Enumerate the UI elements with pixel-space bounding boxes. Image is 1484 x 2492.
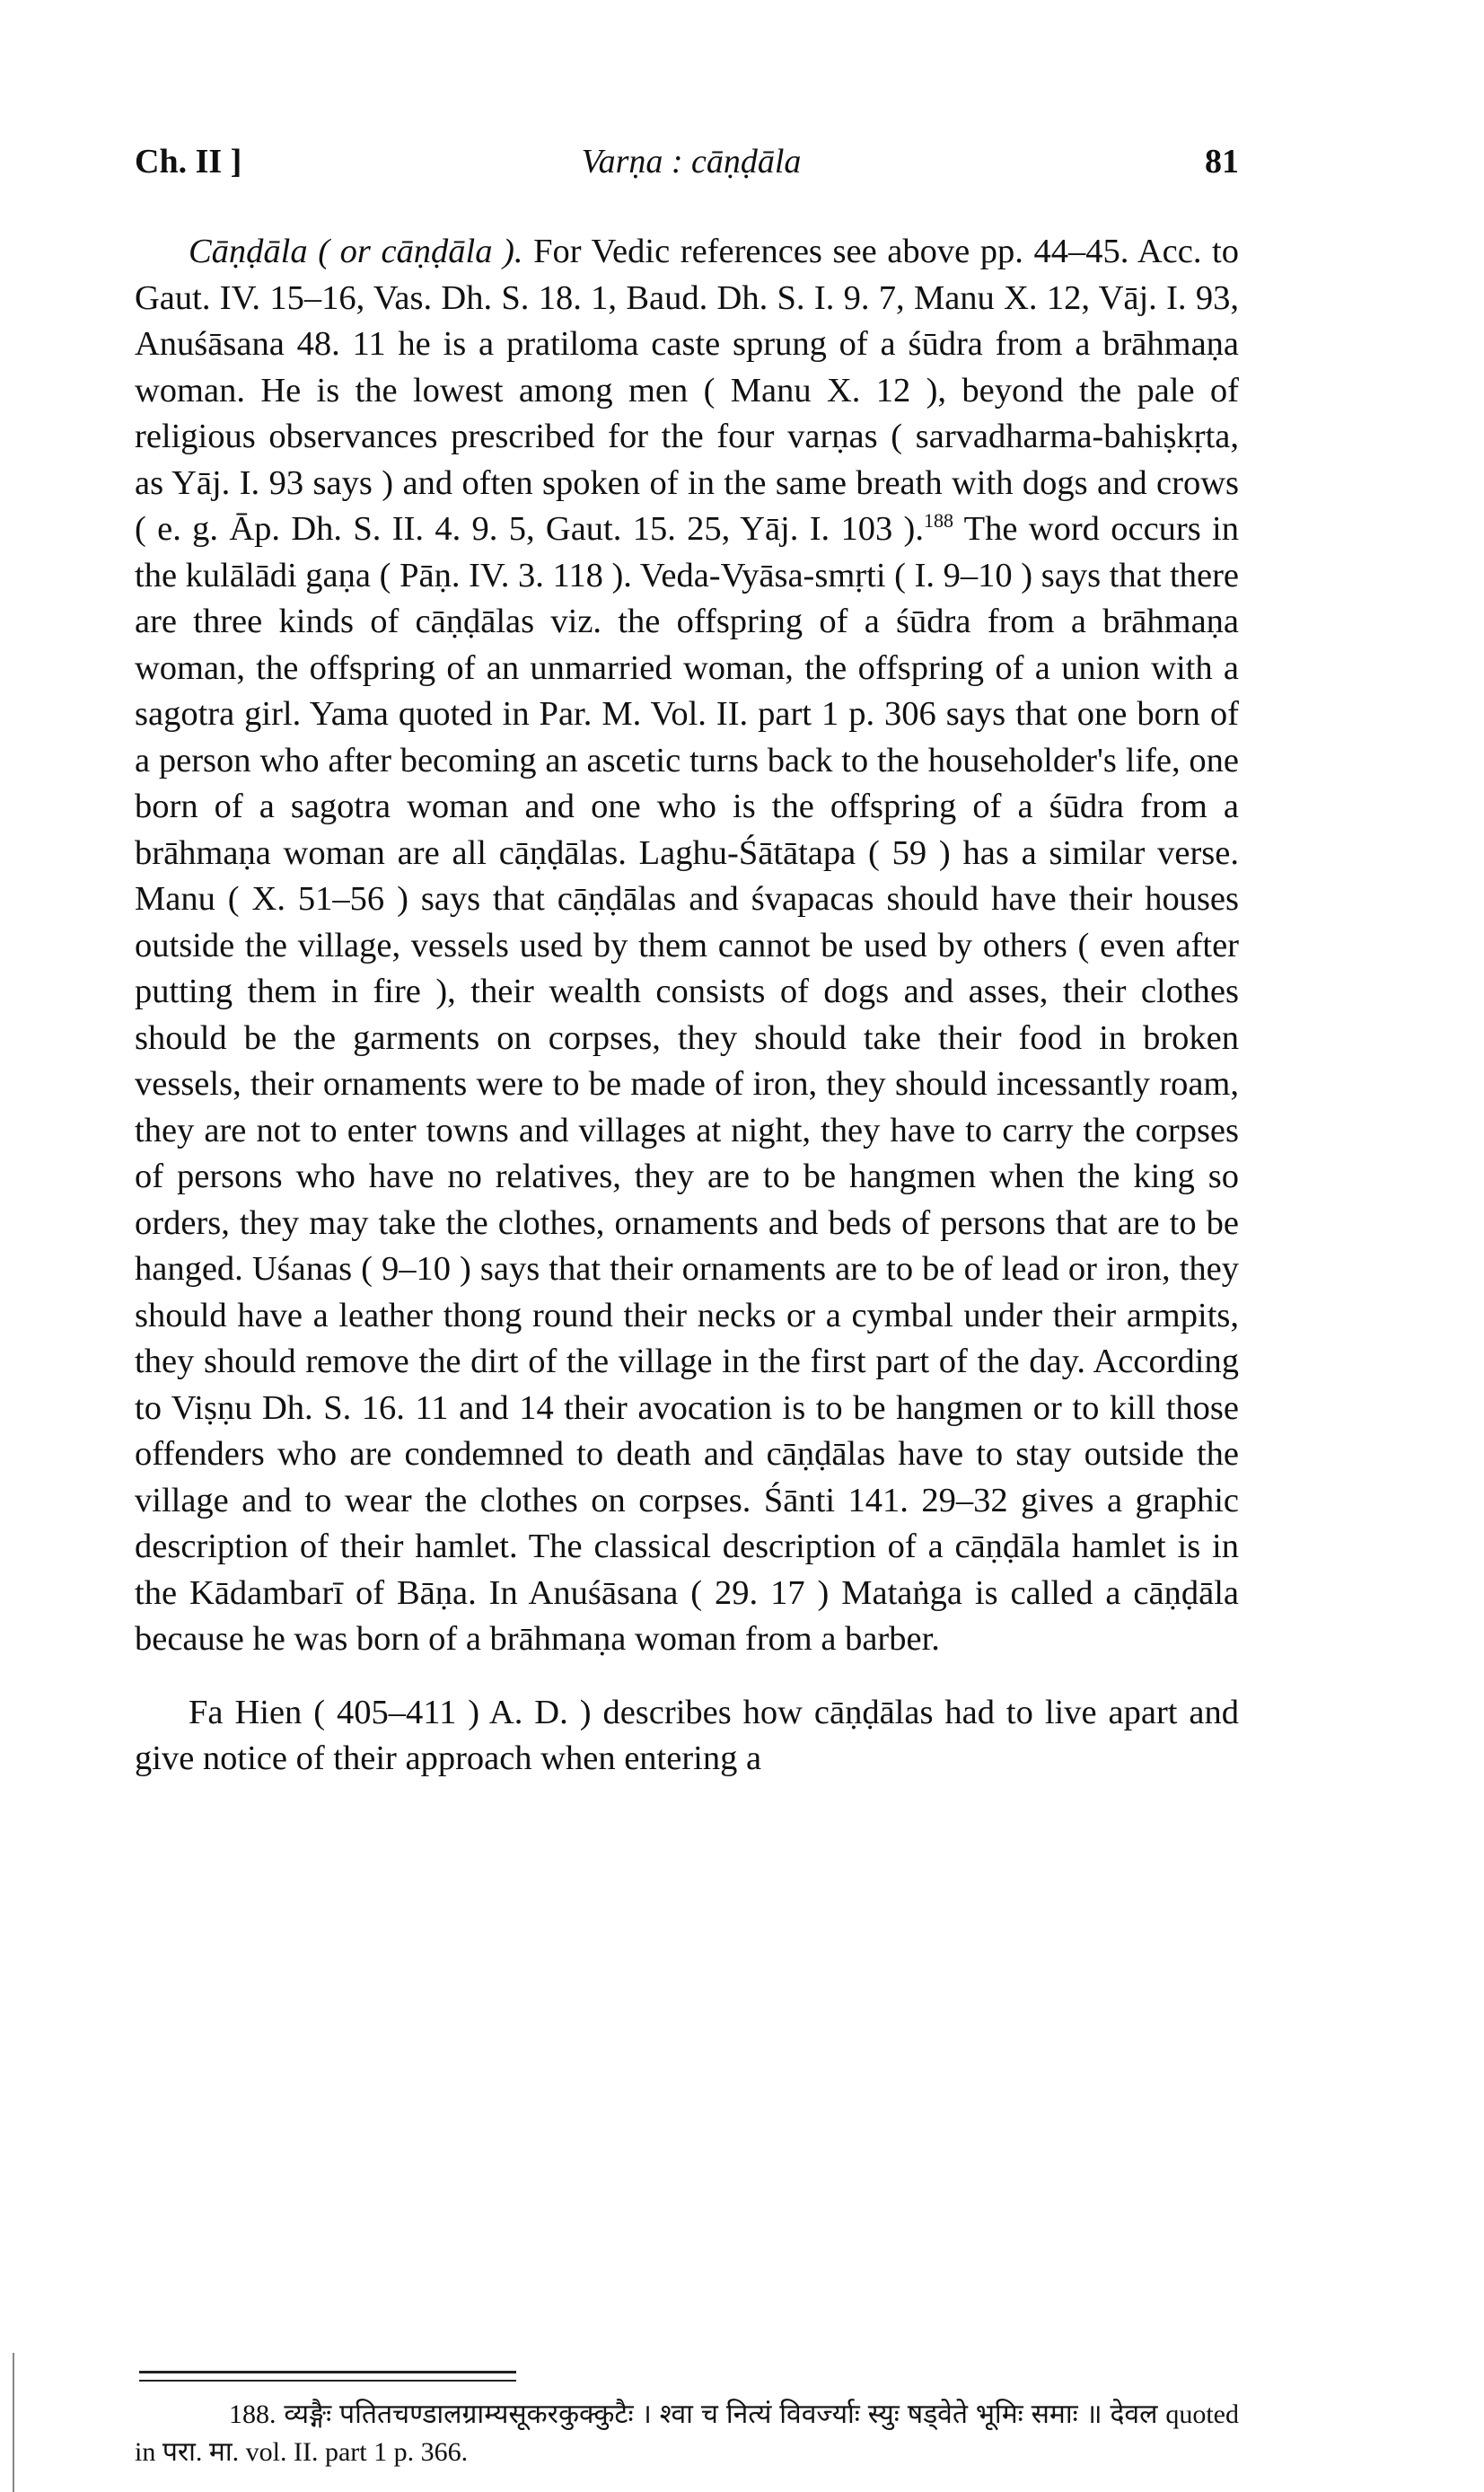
- paragraph-text: Fa Hien ( 405–411 ) A. D. ) describes how cāṇḍālas had to live apart and give notice of their approach when entering a: [135, 1693, 1239, 1777]
- chapter-label: Ch. II ]: [135, 143, 242, 181]
- paragraph-fa-hien: [135, 1690, 1239, 1783]
- paragraph-candala: [135, 229, 1239, 1663]
- running-title: Varṇa : cāṇḍāla: [581, 143, 802, 181]
- running-header: [135, 135, 1239, 189]
- footnote-188: 188. व्यङ्गैः पतितचण्डालग्राम्यसूकरकुक्कुटैः । श्वा च नित्यं विवर्ज्याः स्युः षड्वेते भूमिः समाः ॥ देवल quoted in परा. मा. vol. II. part 1 p. 366.: [135, 2400, 1239, 2467]
- main-text: [135, 229, 1239, 1783]
- footnote-divider: [139, 2371, 516, 2373]
- page-number: 81: [1205, 143, 1239, 181]
- paragraph-text-continued: The word occurs in the kulālādi gaṇa ( Pāṇ. IV. 3. 118 ). Veda-Vyāsa-smṛti ( I. 9–10 ) says that there are three kinds of cāṇḍālas viz. the offspring of a śūdra from a brāhmaṇa woman, the offspring of an unmarried woman, the offspring of a union with a sagotra girl. Yama quoted in Par. M. Vol. II. part 1 p. 306 says that one born of a person who after becoming an ascetic turns back to the householder's life, one born of a sagotra woman and one who is the offspring of a śūdra from a brāhmaṇa woman are all cāṇḍālas. Laghu-Śātātapa ( 59 ) has a similar verse. Manu ( X. 51–56 ) says that cāṇḍālas and śvapacas should have their houses outside the village, vessels used by them cannot be used by others ( even after putting them in fire ), their wealth consists of dogs and asses, their clothes should be the garments on corpses, they should take their food in broken vessels, their ornaments were to be made of iron, they should incessantly roam, they are not to enter towns and villages at night, they have to carry the corpses of persons who have no relatives, they are to be hangmen when the king so orders, they may take the clothes, ornaments and beds of persons that are to be hanged. Uśanas ( 9–10 ) says that their ornaments are to be of lead or iron, they should have a leather thong round their necks or a cymbal under their armpits, they should remove the dirt of the village in the first part of the day. According to Viṣṇu Dh. S. 16. 11 and 14 their avocation is to be hangmen or to kill those offenders who are condemned to death and cāṇḍālas have to stay outside the village and to wear the clothes on corpses. Śānti 141. 29–32 gives a graphic description of their hamlet. The classical description of a cāṇḍāla hamlet is in the Kādambarī of Bāṇa. In Anuśāsana ( 29. 17 ) Mataṅga is called a cāṇḍāla because he was born of a brāhmaṇa woman from a barber.: [135, 510, 1239, 1658]
- scan-edge-line: [13, 2353, 14, 2492]
- paragraph-lead-term: Cāṇḍāla ( or cāṇḍāla ).: [189, 233, 523, 270]
- footnote-divider-secondary: [139, 2380, 516, 2382]
- paragraph-text: For Vedic references see above pp. 44–45. Acc. to Gaut. IV. 15–16, Vas. Dh. S. 18. 1, Baud. Dh. S. I. 9. 7, Manu X. 12, Vāj. I. 93, Anuśāsana 48. 11 he is a pratiloma caste sprung of a śūdra from a brāhmaṇa woman. He is the lowest among men ( Manu X. 12 ), beyond the pale of religious observances prescribed for the four varṇas ( sarvadharma-bahiṣkṛta, as Yāj. I. 93 says ) and often spoken of in the same breath with dogs and crows ( e. g. Āp. Dh. S. II. 4. 9. 5, Gaut. 15. 25, Yāj. I. 103 ).: [135, 233, 1239, 548]
- footnote-reference[interactable]: 188: [923, 509, 953, 533]
